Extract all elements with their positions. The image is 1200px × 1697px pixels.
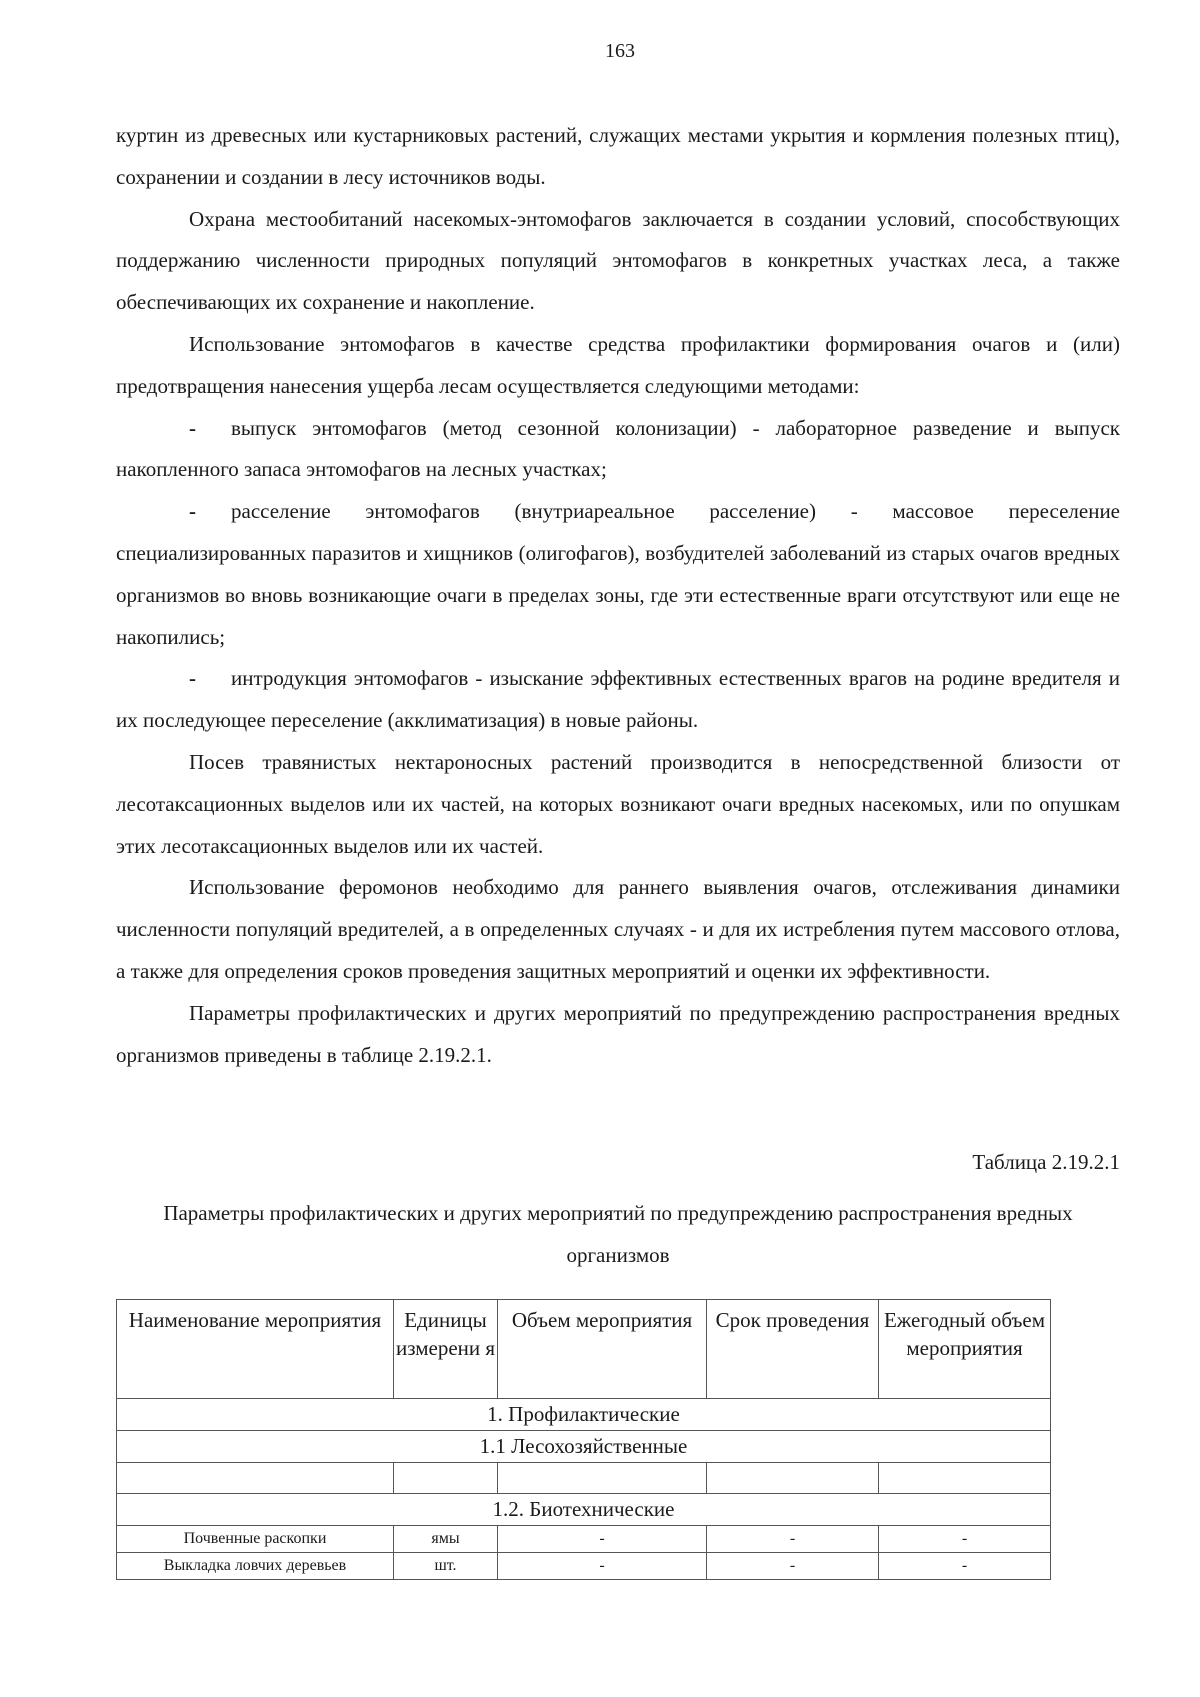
table-cell: -: [498, 1526, 707, 1553]
paragraph: куртин из древесных или кустарниковых растений, служащих местами укрытия и кормления полезных птиц), сохранении и создании в лесу источников воды.: [116, 123, 1120, 189]
header-cell: Срок проведения: [707, 1300, 879, 1399]
bullet-item: [116, 408, 1120, 492]
bullet-item: [116, 491, 1120, 658]
table-title: Параметры профилактических и других мероприятий по предупреждению распространения вредных организмов: [163, 1201, 1073, 1267]
table-cell: [117, 1463, 394, 1494]
table-cell: ямы: [394, 1526, 498, 1553]
table-section-row: [117, 1399, 1051, 1431]
bullet-dash: -: [189, 415, 196, 440]
table-cell: -: [879, 1553, 1051, 1580]
paragraph: Использование феромонов необходимо для раннего выявления очагов, отслеживания динамики численности популяций вредителей, а в определенных случаях - и для их истребления путем массового отлова, а также для определения сроков проведения защитных мероприятий и оценки их эффективности.: [116, 875, 1120, 983]
header-cell: Единицы измерени я: [394, 1300, 498, 1399]
table-cell: [498, 1463, 707, 1494]
header-cell: Наименование мероприятия: [117, 1300, 394, 1399]
section-title: 1.2. Биотехнические: [117, 1494, 1051, 1526]
header-cell: Ежегодный объем мероприятия: [879, 1300, 1051, 1399]
table-cell: Выкладка ловчих деревьев: [117, 1553, 394, 1580]
table-cell: [879, 1463, 1051, 1494]
bullet-text: выпуск энтомофагов (метод сезонной колонизации) - лабораторное разведение и выпуск накопленного запаса энтомофагов на лесных участках;: [116, 415, 1120, 482]
paragraph: Посев травянистых нектароносных растений производится в непосредственной близости от лесотаксационных выделов или их частей, на которых возникают очаги вредных насекомых, или по опушкам этих лесотаксационных выделов или их частей.: [116, 749, 1120, 858]
table-cell: шт.: [394, 1553, 498, 1580]
paragraph: Параметры профилактических и других мероприятий по предупреждению распространения вредных организмов приведены в таблице 2.19.2.1.: [116, 1000, 1120, 1067]
section-title: 1. Профилактические: [117, 1399, 1051, 1431]
section-title: 1.1 Лесохозяйственные: [117, 1431, 1051, 1463]
table-cell: Почвенные раскопки: [117, 1526, 394, 1553]
table-cell: -: [498, 1553, 707, 1580]
table-cell: [707, 1463, 879, 1494]
table-cell: -: [707, 1553, 879, 1580]
table-section-row: [117, 1431, 1051, 1463]
table-cell: -: [707, 1526, 879, 1553]
bullet-item: [116, 658, 1120, 742]
document-body: [116, 115, 1120, 1076]
header-cell: Объем мероприятия: [498, 1300, 707, 1399]
table-cell: -: [879, 1526, 1051, 1553]
paragraph: Охрана местообитаний насекомых-энтомофагов заключается в создании условий, способствующих поддержанию численности природных популяций энтомофагов в конкретных участках леса, а также обеспечивающих их сохранение и накопление.: [116, 206, 1120, 315]
bullet-dash: -: [189, 666, 196, 691]
table-caption: Таблица 2.19.2.1: [972, 1150, 1120, 1174]
bullet-text: интродукция энтомофагов - изыскание эффективных естественных врагов на родине вредителя и их последующее переселение (акклиматизация) в новые районы.: [116, 666, 1120, 733]
table-row: [117, 1553, 1051, 1580]
bullet-dash: -: [189, 499, 196, 524]
table-cell: [394, 1463, 498, 1494]
table-row: [117, 1463, 1051, 1494]
table-section-row: [117, 1494, 1051, 1526]
parameters-table: [116, 1299, 1051, 1580]
paragraph: Использование энтомофагов в качестве средства профилактики формирования очагов и (или) предотвращения нанесения ущерба лесам осуществляется следующими методами:: [116, 331, 1120, 398]
bullet-text: расселение энтомофагов (внутриареальное расселение) - массовое переселение специализированных паразитов и хищников (олигофагов), возбудителей заболеваний из старых очагов вредных организмов во вновь возникающие очаги в пределах зоны, где эти естественные враги отсутствуют или еще не накопились;: [116, 499, 1120, 649]
page-number: 163: [605, 40, 635, 62]
table-header-row: [117, 1300, 1051, 1399]
table-row: [117, 1526, 1051, 1553]
